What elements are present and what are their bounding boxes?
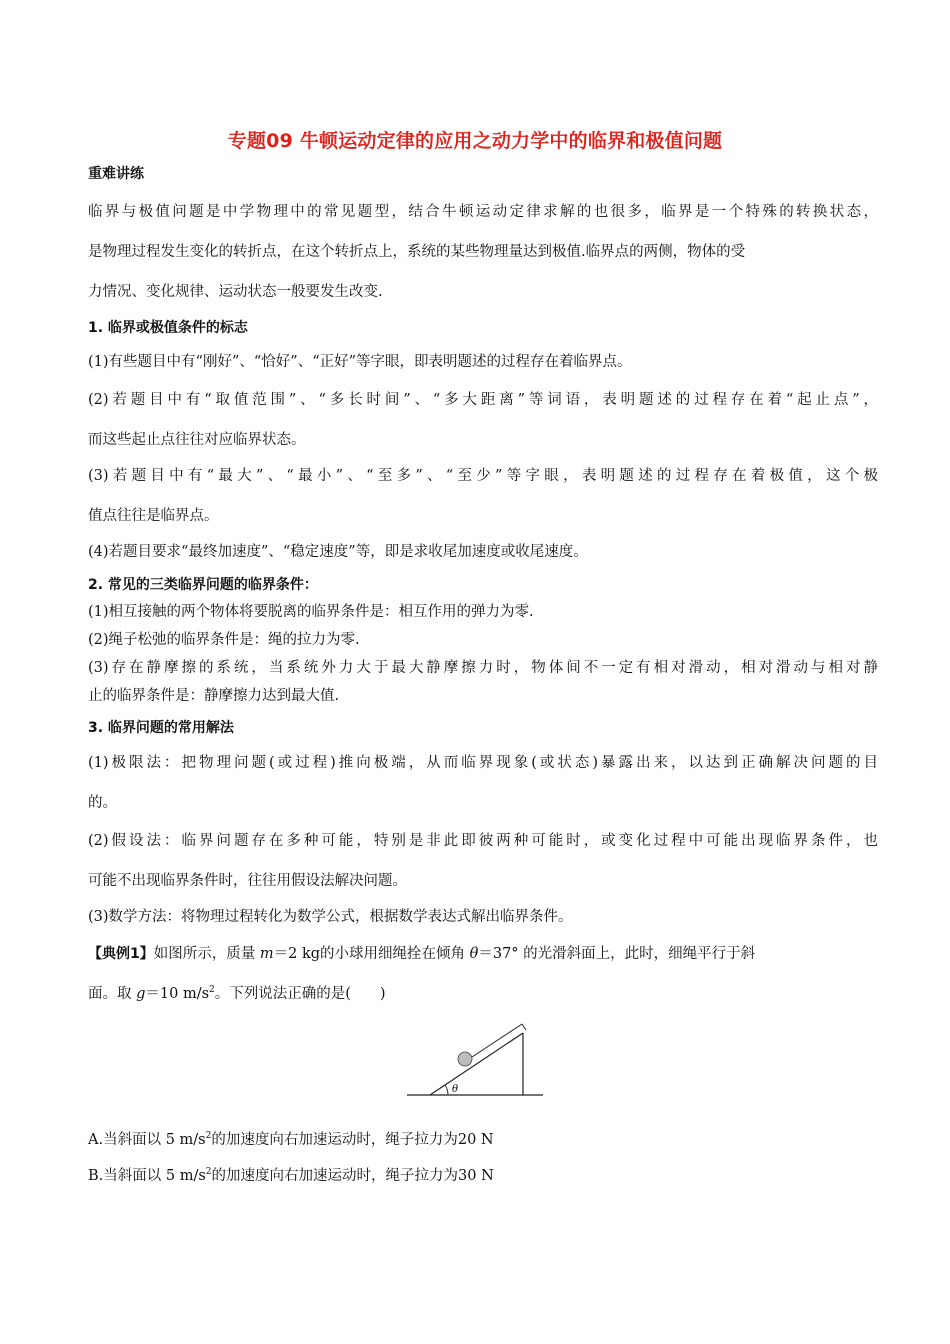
s2-line-3: (3)存在静摩擦的系统，当系统外力大于最大静摩擦力时，物体间不一定有相对滑动，相对滑动与相对静 <box>88 660 878 676</box>
intro-line-3: 力情况、变化规律、运动状态一般要发生改变. <box>88 284 383 300</box>
s1-line-1: (1)有些题目中有“刚好”、“恰好”、“正好”等字眼，即表明题述的过程存在着临界点。 <box>88 354 632 370</box>
var-g: g <box>136 986 146 1002</box>
example-text-2c: 。下列说法正确的是( ) <box>214 986 386 1002</box>
s2-line-1: (1)相互接触的两个物体将要脱离的临界条件是：相互作用的弹力为零. <box>88 604 534 620</box>
heading-3: 3. 临界问题的常用解法 <box>88 720 234 736</box>
option-b-text: B.当斜面以 5 m/s <box>88 1168 206 1184</box>
s1-line-2: (2)若题目中有“取值范围”、“多长时间”、“多大距离”等词语，表明题述的过程存在着“起止点”， <box>88 392 878 408</box>
s1-line-4: (3)若题目中有“最大”、“最小”、“至多”、“至少”等字眼，表明题述的过程存在着极值，这个极 <box>88 468 878 484</box>
example-text-1b: ＝2 kg的小球用细绳拴在倾角 <box>273 946 470 962</box>
s3-line-2: 的。 <box>88 795 117 811</box>
s3-line-5: (3)数学方法：将物理过程转化为数学公式，根据数学表达式解出临界条件。 <box>88 909 573 925</box>
option-b-sup: 2 <box>205 1167 212 1177</box>
intro-line-1: 临界与极值问题是中学物理中的常见题型，结合牛顿运动定律求解的也很多，临界是一个特殊的转换状态， <box>88 204 878 220</box>
option-a-text: A.当斜面以 5 m/s <box>88 1132 206 1148</box>
option-b-text-2: 的加速度向右加速运动时，绳子拉力为30 N <box>211 1168 494 1184</box>
s1-line-3: 而这些起止点往往对应临界状态。 <box>88 432 306 448</box>
superscript: 2 <box>209 985 215 995</box>
intro-line-2: 是物理过程发生变化的转折点，在这个转折点上，系统的某些物理量达到极值.临界点的两侧，物体的受 <box>88 244 746 260</box>
heading-2: 2. 常见的三类临界问题的临界条件： <box>88 577 318 593</box>
incline-surface <box>430 1033 523 1095</box>
example-text-2b: ＝10 m/s <box>145 986 210 1002</box>
var-m: m <box>259 946 274 962</box>
option-a-sup: 2 <box>205 1131 212 1141</box>
s3-line-4: 可能不出现临界条件时，往往用假设法解决问题。 <box>88 873 407 889</box>
s2-line-4: 止的临界条件是：静摩擦力达到最大值. <box>88 688 340 704</box>
heading-1: 1. 临界或极值条件的标志 <box>88 320 248 336</box>
example-text-1a: 如图所示，质量 <box>153 946 260 962</box>
ball <box>458 1052 472 1066</box>
example-text-2a: 面。取 <box>88 986 137 1002</box>
s1-line-6: (4)若题目要求“最终加速度”、“稳定速度”等，即是求收尾加速度或收尾速度。 <box>88 544 588 560</box>
section-heading: 重难讲练 <box>88 166 144 182</box>
rope-anchor <box>522 1024 526 1030</box>
s1-line-5: 值点往往是临界点。 <box>88 508 219 524</box>
option-b <box>88 1166 878 1186</box>
incline-diagram <box>405 1016 545 1098</box>
option-a-text-2: 的加速度向右加速运动时，绳子拉力为20 N <box>211 1132 494 1148</box>
angle-theta-label: θ <box>452 1084 459 1095</box>
s2-line-2: (2)绳子松弛的临界条件是：绳的拉力为零. <box>88 632 360 648</box>
angle-arc <box>445 1085 448 1095</box>
example-line-2 <box>88 984 878 1004</box>
example-text-1c: ＝37° 的光滑斜面上，此时，细绳平行于斜 <box>478 946 756 962</box>
var-theta: θ <box>469 946 479 962</box>
example-label: 【典例1】 <box>88 946 154 962</box>
page-title: 专题09 牛顿运动定律的应用之动力学中的临界和极值问题 <box>227 130 723 152</box>
s3-line-1: (1)极限法：把物理问题(或过程)推向极端，从而临界现象(或状态)暴露出来，以达到正确解决问题的目 <box>88 755 878 771</box>
example-line-1 <box>88 944 878 964</box>
rope <box>469 1024 522 1059</box>
option-a <box>88 1130 878 1150</box>
s3-line-3: (2)假设法：临界问题存在多种可能，特别是非此即彼两种可能时，或变化过程中可能出现临界条件，也 <box>88 833 878 849</box>
